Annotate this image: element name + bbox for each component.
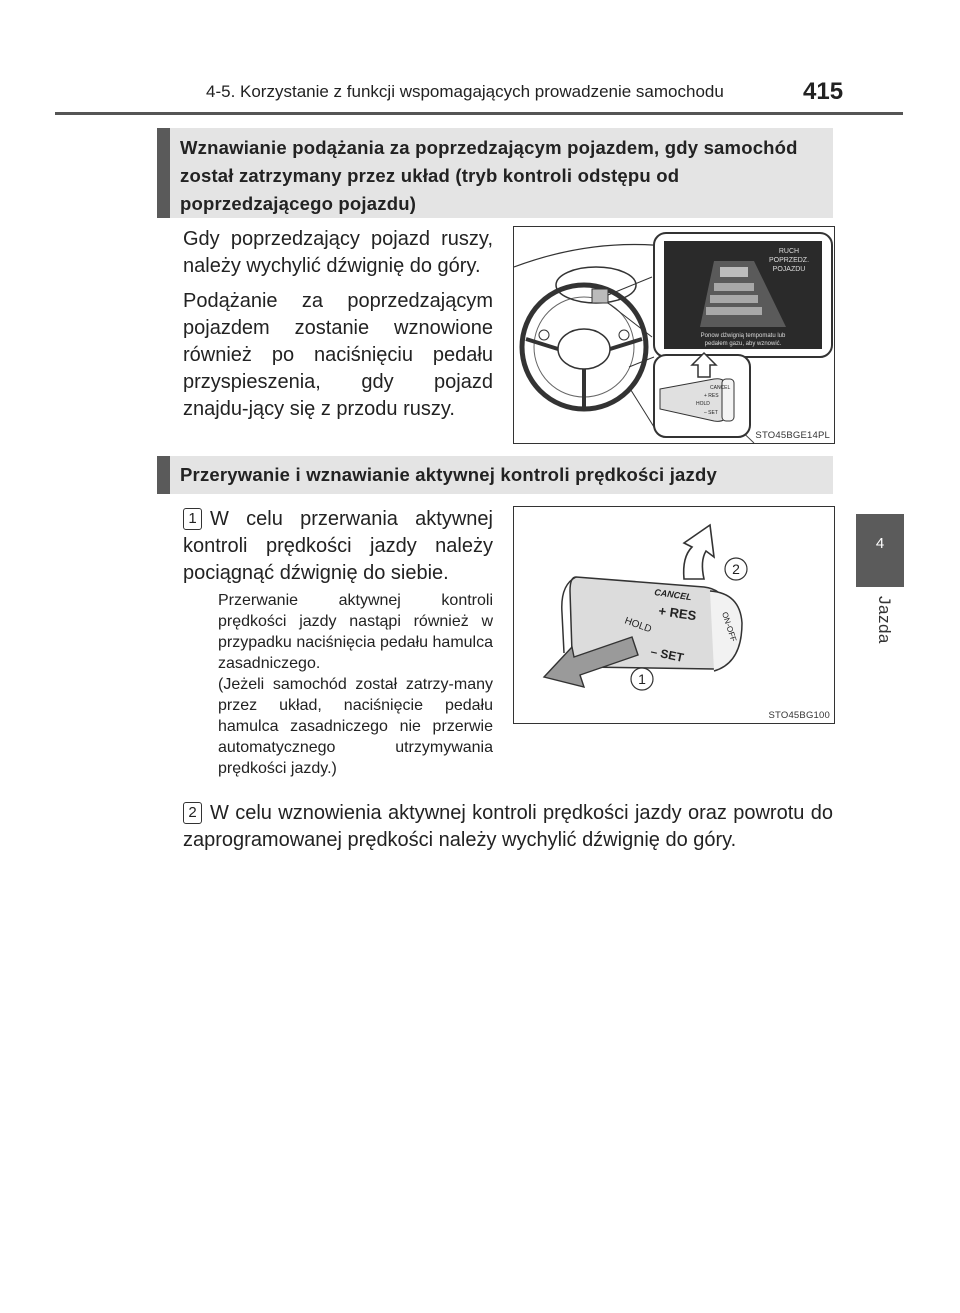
lever-label-cancel: CANCEL bbox=[710, 385, 731, 391]
section2-item2 bbox=[183, 800, 833, 854]
figure-steering-wheel bbox=[513, 226, 835, 444]
lever-text-res: + RES bbox=[657, 603, 698, 624]
chapter-tab: 4 bbox=[856, 514, 904, 587]
display-message-line1: Ponow dźwignią tempomatu lub bbox=[700, 333, 786, 339]
item1-text: W celu przerwania aktywnej kontroli prędkości jazdy należy pociągnąć dźwignię do siebie. bbox=[183, 508, 493, 584]
section1-para1: Gdy poprzedzający pojazd ruszy, należy wychylić dźwignię do góry. bbox=[183, 228, 493, 277]
note1: Przerwanie aktywnej kontroli prędkości jazdy nastąpi również w przypadku naciśnięcia pedału hamulca zasadniczego. bbox=[218, 592, 493, 672]
page-number: 415 bbox=[803, 78, 844, 105]
figure-code-1: STO45BGE14PL bbox=[755, 430, 830, 441]
lever-text-set: – SET bbox=[649, 644, 685, 665]
note2: (Jeżeli samochód został zatrzy-many przez układ, naciśnięcie pedału hamulca zasadniczego nie przerwie automatycznego utrzymywania prędkości jazdy.) bbox=[218, 676, 493, 777]
section2-note bbox=[218, 590, 493, 779]
display-text-line1: RUCH bbox=[778, 248, 800, 255]
lever-label-hold: HOLD bbox=[696, 401, 710, 407]
item2-text: W celu wznowienia aktywnej kontroli prędkości jazdy oraz powrotu do zaprogramowanej prędkości należy wychylić dźwignię do góry. bbox=[183, 802, 833, 851]
section2-item1 bbox=[183, 506, 493, 587]
section1-para2: Podążanie za poprzedzającym pojazdem zostanie wznowione również po naciśnięciu pedału przyspieszenia, gdy pojazd znajdu-jący się z przodu ruszy. bbox=[183, 290, 493, 420]
section1-body bbox=[183, 226, 493, 431]
item-number-2: 2 bbox=[183, 802, 202, 824]
header-rule bbox=[55, 112, 903, 115]
lever-label-res: + RES bbox=[704, 393, 719, 399]
steering-wheel-illustration bbox=[514, 227, 834, 443]
display-message-line2: pedałem gazu, aby wznowić. bbox=[704, 341, 782, 347]
figure-cruise-lever bbox=[513, 506, 835, 724]
cruise-lever-illustration bbox=[514, 507, 834, 723]
lever-text-hold: HOLD bbox=[622, 615, 653, 636]
display-text-line2: POPRZEDZ. bbox=[768, 257, 810, 264]
callout-2: 2 bbox=[732, 561, 740, 577]
running-header-title: 4-5. Korzystanie z funkcji wspomagających prowadzenie samochodu bbox=[206, 82, 724, 101]
section-heading-cancel-resume: Przerywanie i wznawianie aktywnej kontroli prędkości jazdy bbox=[157, 456, 833, 494]
section-heading-resume-following: Wznawianie podążania za poprzedzającym pojazdem, gdy samochód został zatrzymany przez układ (tryb kontroli odstępu od poprzedzającego pojazdu) bbox=[157, 128, 833, 218]
item-number-1: 1 bbox=[183, 508, 202, 530]
callout-1: 1 bbox=[638, 671, 646, 687]
display-text-line3: POJAZDU bbox=[772, 266, 806, 273]
chapter-label: Jazda bbox=[875, 596, 894, 644]
arrow-up-icon bbox=[684, 525, 714, 579]
lever-text-cancel: CANCEL bbox=[653, 587, 693, 603]
lever-text-onoff: ON-OFF bbox=[720, 610, 739, 643]
figure-code-2: STO45BG100 bbox=[768, 710, 830, 721]
lever-label-set: – SET bbox=[704, 410, 718, 416]
